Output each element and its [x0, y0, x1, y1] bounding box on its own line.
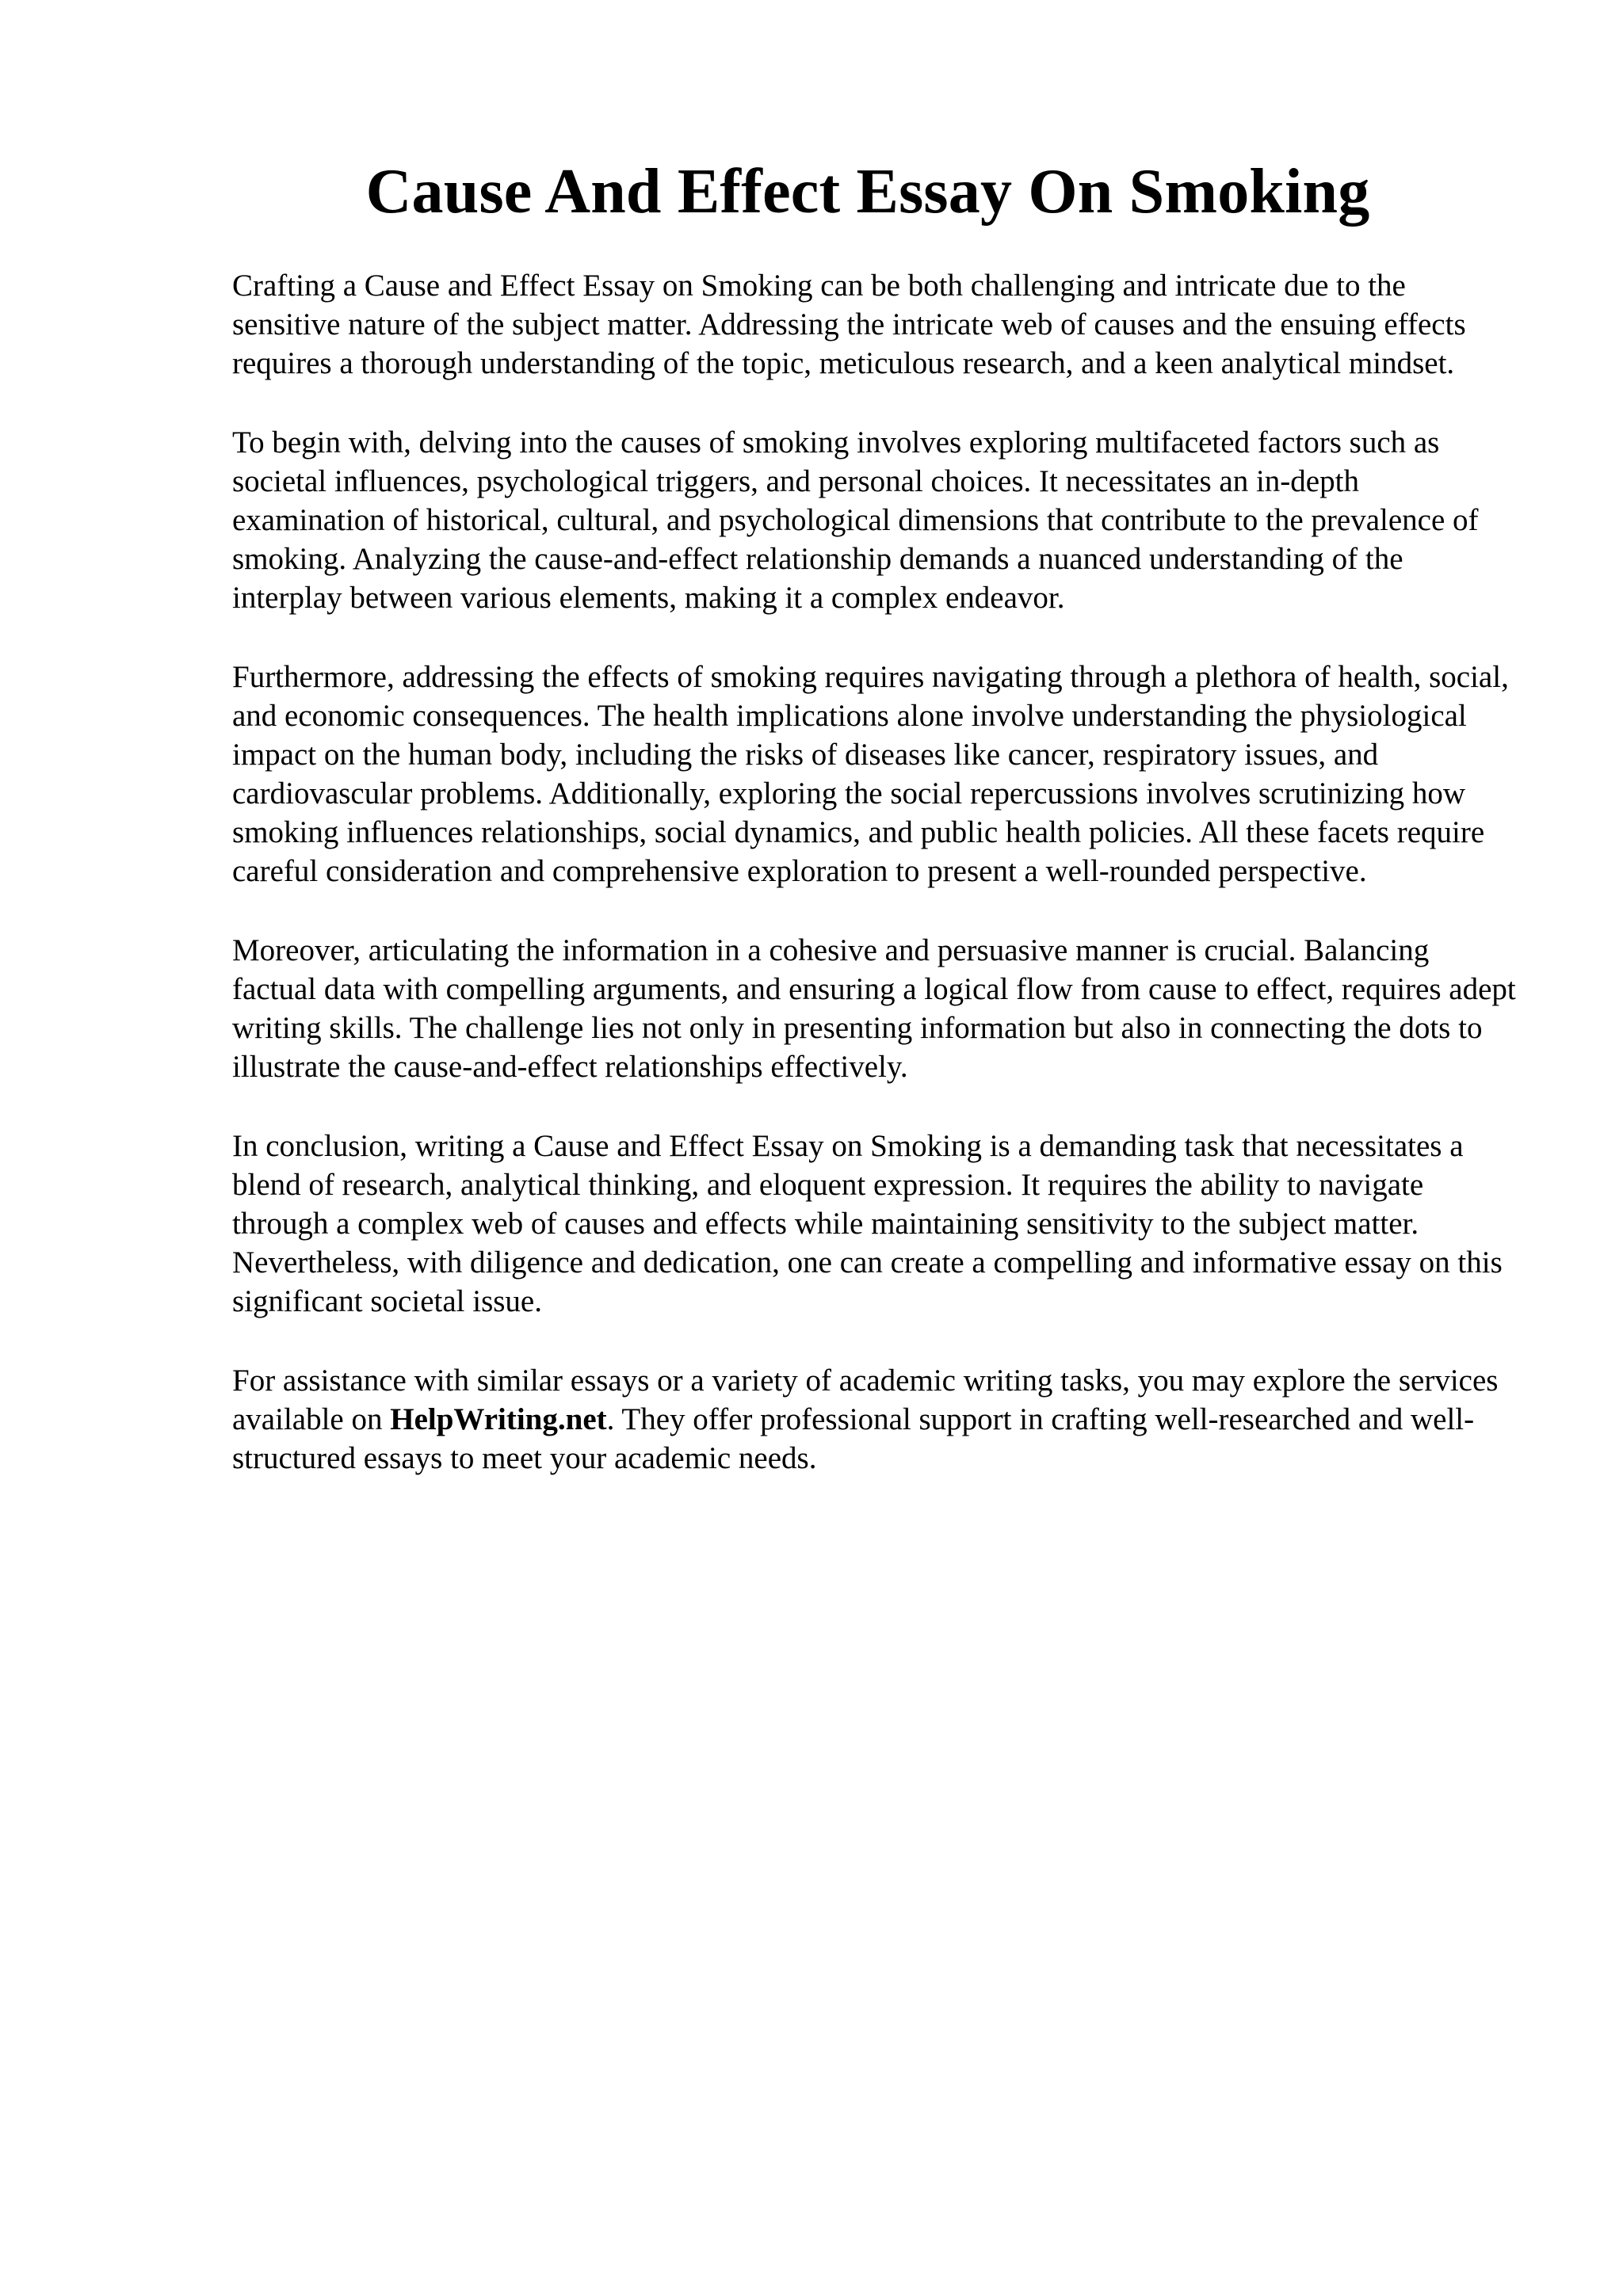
paragraph-effects: Furthermore, addressing the effects of smoking requires navigating through a plethora of health, social, and economic consequences. The health implications alone involve understanding the physiological impact on the human body, including the risks of diseases like cancer, respiratory issues, and cardiovascular problems. Additionally, exploring the social repercussions involves scrutinizing how smoking influences relationships, social dynamics, and public health policies. All these facets require careful consideration and comprehensive exploration to present a well-rounded perspective. — [232, 660, 1509, 888]
paragraph-conclusion: In conclusion, writing a Cause and Effect Essay on Smoking is a demanding task that necessitates a blend of research, analytical thinking, and eloquent expression. It requires the ability to navigate through a complex web of causes and effects while maintaining sensitivity to the subject matter. Nevertheless, with diligence and dedication, one can create a compelling and informative essay on this significant societal issue. — [232, 1129, 1503, 1318]
helpwriting-link[interactable]: HelpWriting.net — [390, 1402, 607, 1436]
assistance-text-after: . They offer professional support in crafting well-researched and well-structured essays to meet your academic needs. — [232, 1402, 1475, 1475]
essay-body — [232, 266, 1516, 1518]
paragraph-intro: Crafting a Cause and Effect Essay on Smoking can be both challenging and intricate due to the sensitive nature of the subject matter. Addressing the intricate web of causes and the ensuing effects requires a thorough understanding of the topic, meticulous research, and a keen analytical mindset. — [232, 269, 1466, 380]
paragraph-articulation: Moreover, articulating the information in a cohesive and persuasive manner is crucial. Balancing factual data with compelling arguments, and ensuring a logical flow from cause to effect, requires adept writing skills. The challenge lies not only in presenting information but also in connecting the dots to illustrate the cause-and-effect relationships effectively. — [232, 933, 1516, 1084]
assistance-text-before: For assistance with similar essays or a variety of academic writing tasks, you may explore the services available on — [232, 1363, 1499, 1436]
paragraph-assistance — [232, 1361, 1516, 1478]
paragraph-causes: To begin with, delving into the causes of smoking involves exploring multifaceted factors such as societal influences, psychological triggers, and personal choices. It necessitates an in-depth examination of historical, cultural, and psychological dimensions that contribute to the prevalence of smoking. Analyzing the cause-and-effect relationship demands a nuanced understanding of the interplay between various elements, making it a complex endeavor. — [232, 425, 1479, 615]
document-title: Cause And Effect Essay On Smoking — [365, 157, 1370, 227]
